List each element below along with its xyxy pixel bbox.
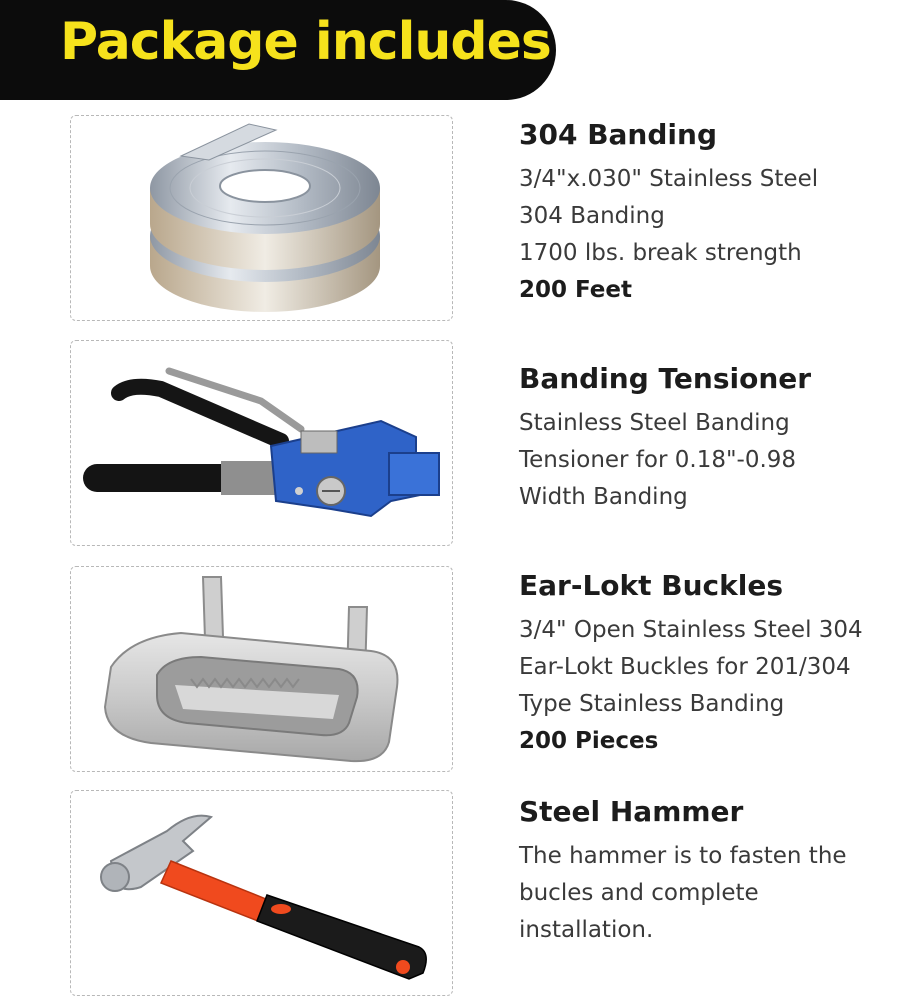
item-title: 304 Banding xyxy=(519,118,717,151)
page-title: Package includes xyxy=(60,12,551,72)
item-desc-line: Width Banding xyxy=(519,484,688,510)
item-desc-line: 304 Banding xyxy=(519,203,665,229)
item-desc-line: installation. xyxy=(519,917,654,943)
item-card-hammer xyxy=(70,790,453,996)
item-desc-line: The hammer is to fasten the xyxy=(519,843,847,869)
claw-hammer-image xyxy=(71,791,453,996)
item-info-hammer xyxy=(519,795,900,949)
item-desc-line: Stainless Steel Banding xyxy=(519,410,790,436)
item-desc-line: 3/4"x.030" Stainless Steel xyxy=(519,166,819,192)
banding-tensioner-tool-image xyxy=(71,341,453,546)
header-banner xyxy=(0,0,556,100)
item-title: Ear-Lokt Buckles xyxy=(519,569,784,602)
ear-lokt-buckle-image xyxy=(71,567,453,772)
item-desc-line: 3/4" Open Stainless Steel 304 xyxy=(519,617,863,643)
item-desc-line: Ear-Lokt Buckles for 201/304 xyxy=(519,654,851,680)
item-quantity: 200 Feet xyxy=(519,277,632,303)
item-card-buckles xyxy=(70,566,453,772)
item-info-banding xyxy=(519,118,900,309)
item-desc-line: 1700 lbs. break strength xyxy=(519,240,802,266)
item-card-banding xyxy=(70,115,453,321)
steel-banding-roll-image xyxy=(71,116,453,321)
item-desc-line: bucles and complete xyxy=(519,880,759,906)
item-info-buckles xyxy=(519,569,900,760)
item-quantity: 200 Pieces xyxy=(519,728,659,754)
item-title: Steel Hammer xyxy=(519,795,744,828)
item-desc-line: Tensioner for 0.18"-0.98 xyxy=(519,447,797,473)
item-info-tensioner xyxy=(519,362,900,516)
item-desc-line: Type Stainless Banding xyxy=(519,691,785,717)
item-card-tensioner xyxy=(70,340,453,546)
item-title: Banding Tensioner xyxy=(519,362,812,395)
